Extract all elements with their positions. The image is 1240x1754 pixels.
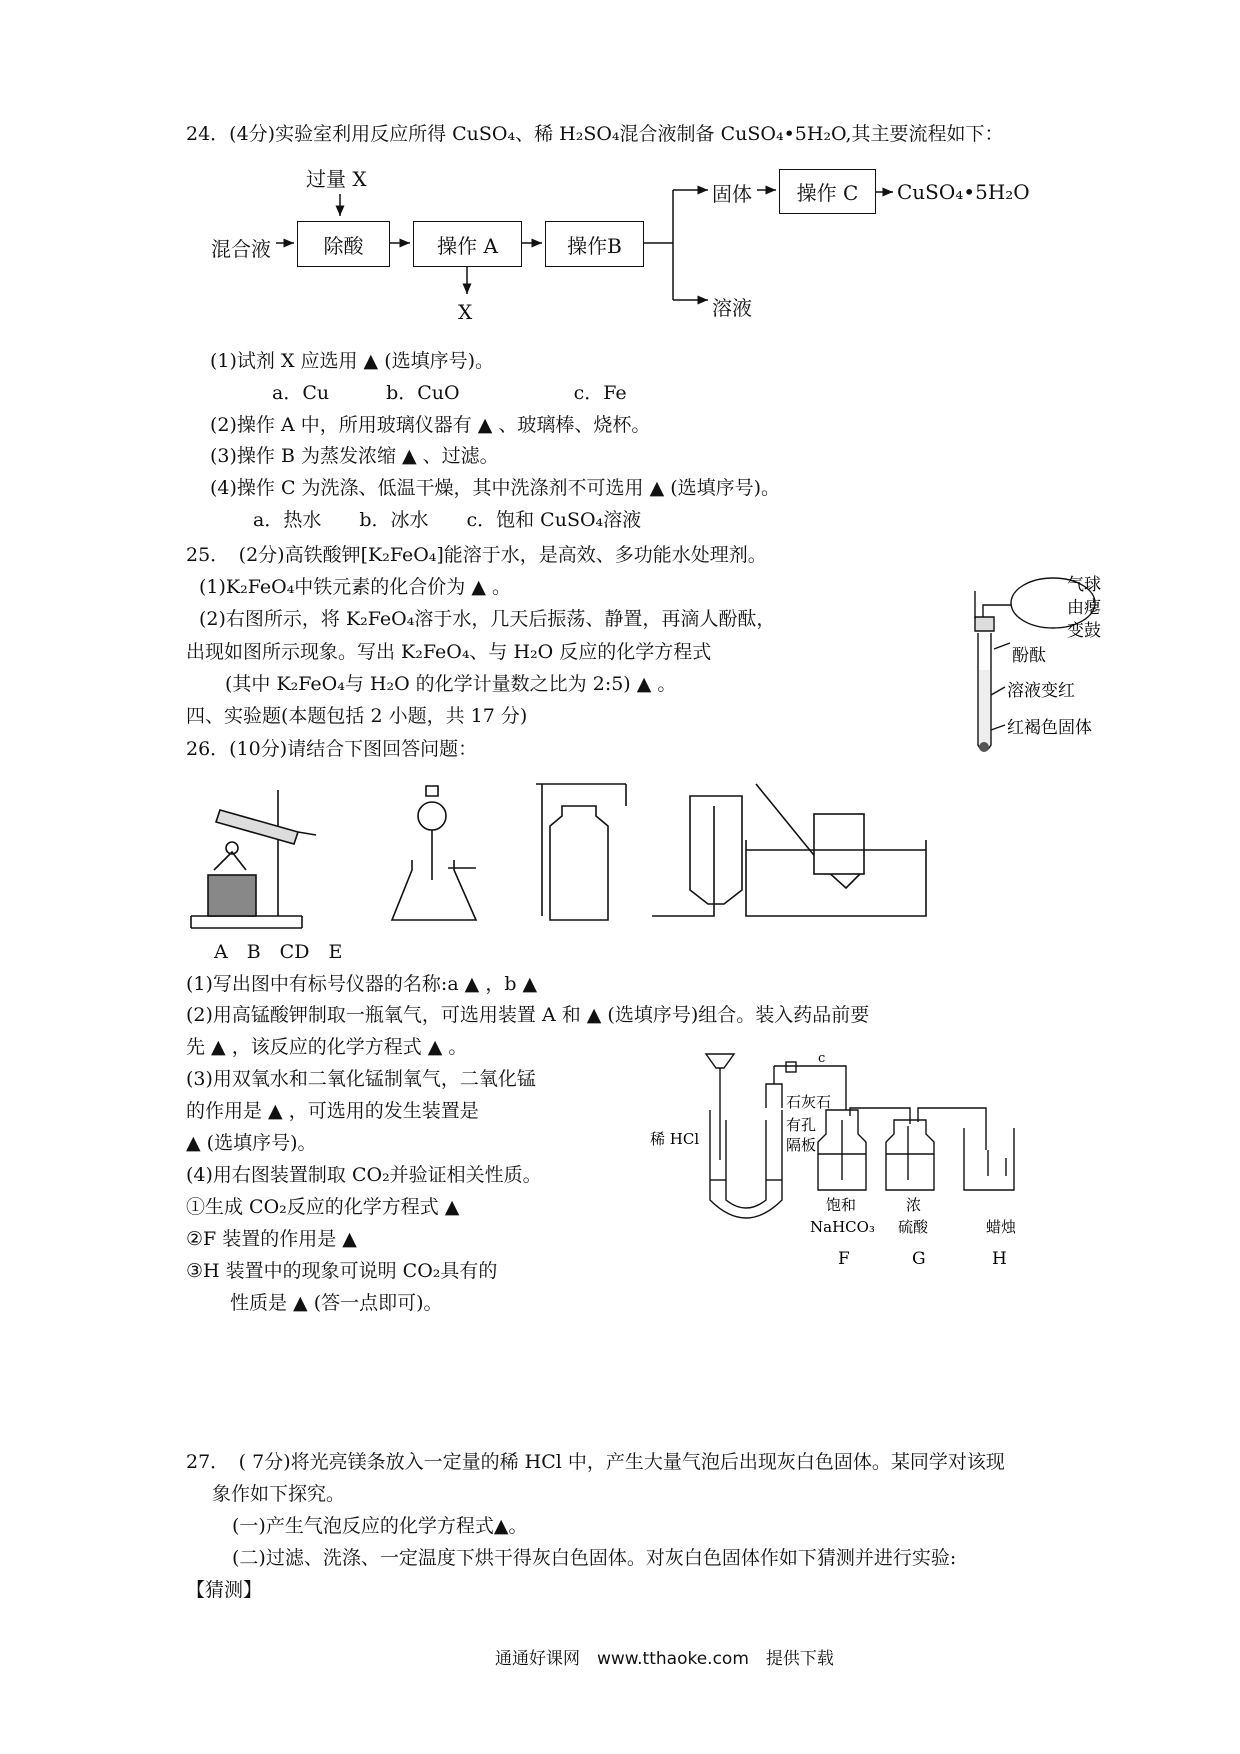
q27-title: 27． ( 7分)将光亮镁条放入一定量的稀 HCl 中，产生大量气泡后出现灰白色固体。某同学对该现: [186, 1451, 1005, 1473]
flow-input-x: 过量 X: [306, 167, 367, 191]
q25-sub2-line1: (2)右图所示，将 K₂FeO₄溶于水，几天后振荡、静置，再滴人酚酞，: [199, 608, 776, 630]
flow-solid: 固体: [712, 182, 752, 206]
flow-output-x: X: [458, 300, 473, 324]
q26-sub4-3b: 性质是 ▲ (答一点即可)。: [230, 1292, 443, 1314]
k2feo4-test-tube-figure: [945, 575, 1125, 765]
q24-sub4-options: a．热水 b．冰水 c．饱和 CuSO₄溶液: [253, 509, 642, 531]
q26-sub3-line1: (3)用双氧水和二氧化锰制氧气，二氧化锰: [186, 1068, 536, 1090]
q26-sub3-line3: ▲ (选填序号)。: [186, 1132, 317, 1154]
fig2-label-F: F: [838, 1249, 850, 1269]
flow-start: 混合液: [211, 237, 271, 261]
fig2-label-hcl: 稀 HCl: [650, 1130, 700, 1148]
flow-step-op-a: 操作 A: [413, 221, 522, 267]
flow-solution: 溶液: [712, 296, 752, 320]
fig2-label-f1: 饱和: [826, 1196, 857, 1214]
fig2-label-g2: 硫酸: [898, 1218, 929, 1236]
q26-sub1: (1)写出图中有标号仪器的名称:a ▲ ，b ▲: [186, 973, 538, 995]
fig2-label-g1: 浓: [906, 1196, 922, 1214]
q25-sub1: (1)K₂FeO₄中铁元素的化合价为 ▲ 。: [199, 576, 511, 598]
q24-sub4: (4)操作 C 为洗涤、低温干燥，其中洗涤剂不可选用 ▲ (选填序号)。: [210, 477, 781, 499]
q26-title: 26．(10分)请结合下图回答问题：: [186, 738, 478, 760]
fig2-label-c: c: [818, 1051, 826, 1066]
q27-part2: (二)过滤、洗涤、一定温度下烘干得灰白色固体。对灰白色固体作如下猜测并进行实验:: [232, 1547, 957, 1569]
fig-label-inflated: 变鼓: [1067, 621, 1101, 641]
q26-sub4: (4)用右图装置制取 CO₂并验证相关性质。: [186, 1164, 542, 1186]
q24-sub1-options: a．Cu b．CuO c．Fe: [272, 382, 627, 404]
q24-sub1: (1)试剂 X 应选用 ▲ (选填序号)。: [210, 350, 495, 372]
q26-sub2-line1: (2)用高锰酸钾制取一瓶氧气，可选用装置 A 和 ▲ (选填序号)组合。装入药品前要: [186, 1004, 870, 1026]
q26-sub4-2: ②F 装置的作用是 ▲: [186, 1228, 357, 1250]
fig-label-phenolphthalein: 酚酞: [1012, 646, 1046, 666]
fig2-label-candle: 蜡烛: [986, 1218, 1017, 1236]
fig-label-balloon: 气球: [1067, 575, 1101, 595]
flow-step-op-c: 操作 C: [779, 169, 876, 214]
apparatus-figure: [186, 780, 1006, 930]
fig2-label-plate2: 隔板: [786, 1136, 817, 1154]
q27-guess: 【猜测】: [186, 1579, 263, 1601]
fig-label-red-solution: 溶液变红: [1007, 681, 1075, 701]
q24-sub3: (3)操作 B 为蒸发浓缩 ▲ 、过滤。: [210, 445, 499, 467]
q25-title: 25． (2分)高铁酸钾[K₂FeO₄]能溶于水，是高效、多功能水处理剂。: [186, 544, 767, 566]
fig-label-shrunk: 由瘪: [1067, 598, 1101, 618]
fig2-label-f2: NaHCO₃: [810, 1218, 875, 1236]
flow-arrows: [0, 0, 1240, 340]
q25-sub2-line3: (其中 K₂FeO₄与 H₂O 的化学计量数之比为 2:5) ▲ 。: [225, 673, 677, 695]
apparatus-labels: A B CD E: [214, 941, 343, 963]
flow-step-op-b: 操作B: [545, 221, 644, 267]
q26-sub2-line2: 先 ▲ ，该反应的化学方程式 ▲ 。: [186, 1036, 468, 1058]
co2-apparatus-figure: [650, 1050, 1050, 1280]
q26-sub4-3: ③H 装置中的现象可说明 CO₂具有的: [186, 1260, 498, 1282]
fig2-label-limestone: 石灰石: [786, 1093, 832, 1111]
q25-sub2-line2: 出现如图所示现象。写出 K₂FeO₄、与 H₂O 反应的化学方程式: [186, 641, 712, 663]
fig-label-red-brown-solid: 红褐色固体: [1007, 718, 1092, 738]
q24-title: 24．(4分)实验室利用反应所得 CuSO₄、稀 H₂SO₄混合液制备 CuSO₄•5H₂O,其主要流程如下：: [186, 123, 1004, 145]
section-4-heading: 四、实验题(本题包括 2 小题，共 17 分): [186, 705, 528, 727]
flow-product: CuSO₄•5H₂O: [897, 180, 1030, 204]
footer-source: 通通好课网 www.tthaoke.com 提供下载: [495, 1649, 834, 1669]
q26-sub3-line2: 的作用是 ▲ ，可选用的发生装置是: [186, 1100, 479, 1122]
q27-title-line2: 象作如下探究。: [212, 1483, 346, 1505]
q27-part1: (一)产生气泡反应的化学方程式▲。: [232, 1515, 528, 1537]
fig2-label-G: G: [912, 1249, 926, 1269]
fig2-label-H: H: [992, 1249, 1007, 1269]
q24-sub2: (2)操作 A 中，所用玻璃仪器有 ▲ 、玻璃棒、烧杯。: [210, 414, 651, 436]
flow-step-acid-removal: 除酸: [297, 221, 390, 267]
fig2-label-plate1: 有孔: [786, 1116, 817, 1134]
q26-sub4-1: ①生成 CO₂反应的化学方程式 ▲: [186, 1196, 460, 1218]
